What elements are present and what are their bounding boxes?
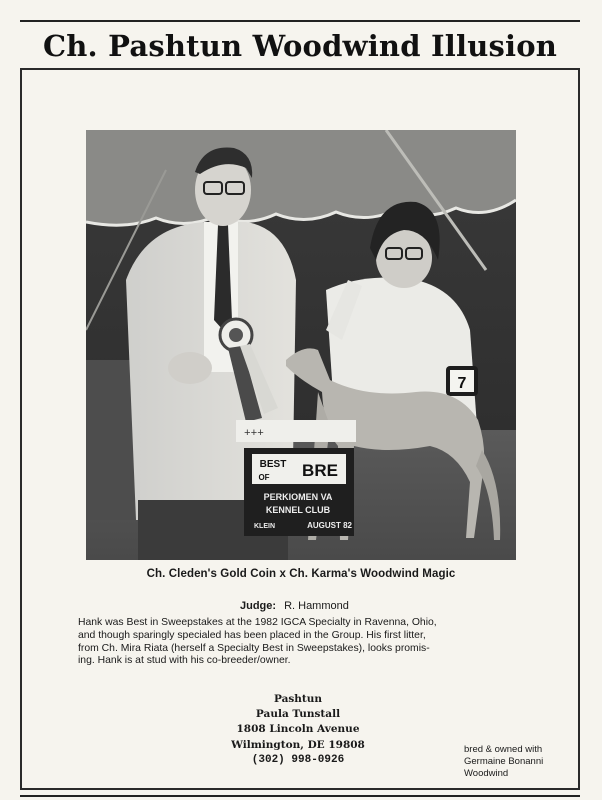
sign-club-line2: KENNEL CLUB [265,505,331,515]
note-line: Woodwind [464,768,509,779]
photo-illustration [86,130,516,560]
bottom-rule [20,795,580,797]
note-line: bred & owned with [464,744,543,755]
svg-text:+++: +++ [244,428,264,440]
armband-number: 7 [457,375,467,392]
judge-line [240,600,349,612]
sign-date: AUGUST 82 [307,521,352,530]
sign-bre: BRE [302,461,338,480]
sign-of: OF [258,473,270,482]
judge-name: R. Hammond [284,600,349,612]
sign-best: BEST [259,459,287,470]
city-address: Wilmington, DE 19808 [231,738,365,751]
description-line: from Ch. Mira Riata (herself a Specialty Best in Sweepstakes), looks promis- [78,642,430,654]
phone-number: (302) 998-0926 [251,753,345,766]
pedigree-caption: Ch. Cleden's Gold Coin x Ch. Karma's Woodwind Magic [146,568,456,580]
judge-label: Judge: [240,600,277,612]
description-line: Hank was Best in Sweepstakes at the 1982 IGCA Specialty in Ravenna, Ohio, [78,617,437,628]
show-photo [86,130,516,560]
page-title: Ch. Pashtun Woodwind Illusion [42,29,558,63]
description-line: and though sparingly specialed has been placed in the Group. His first litter, [78,629,426,641]
top-rule [20,20,580,22]
kennel-name: Pashtun [273,693,323,705]
breeder-note [464,744,543,780]
note-line: Germaine Bonanni [464,756,544,767]
award-sign [236,420,356,536]
sign-klein: KLEIN [254,523,275,530]
owner-name: Paula Tunstall [255,708,341,721]
sign-club-line1: PERKIOMEN VA [263,492,333,502]
description [78,617,530,668]
street-address: 1808 Lincoln Avenue [236,723,360,736]
description-line: ing. Hank is at stud with his co-breeder/owner. [78,655,291,667]
contact-block [188,692,408,768]
